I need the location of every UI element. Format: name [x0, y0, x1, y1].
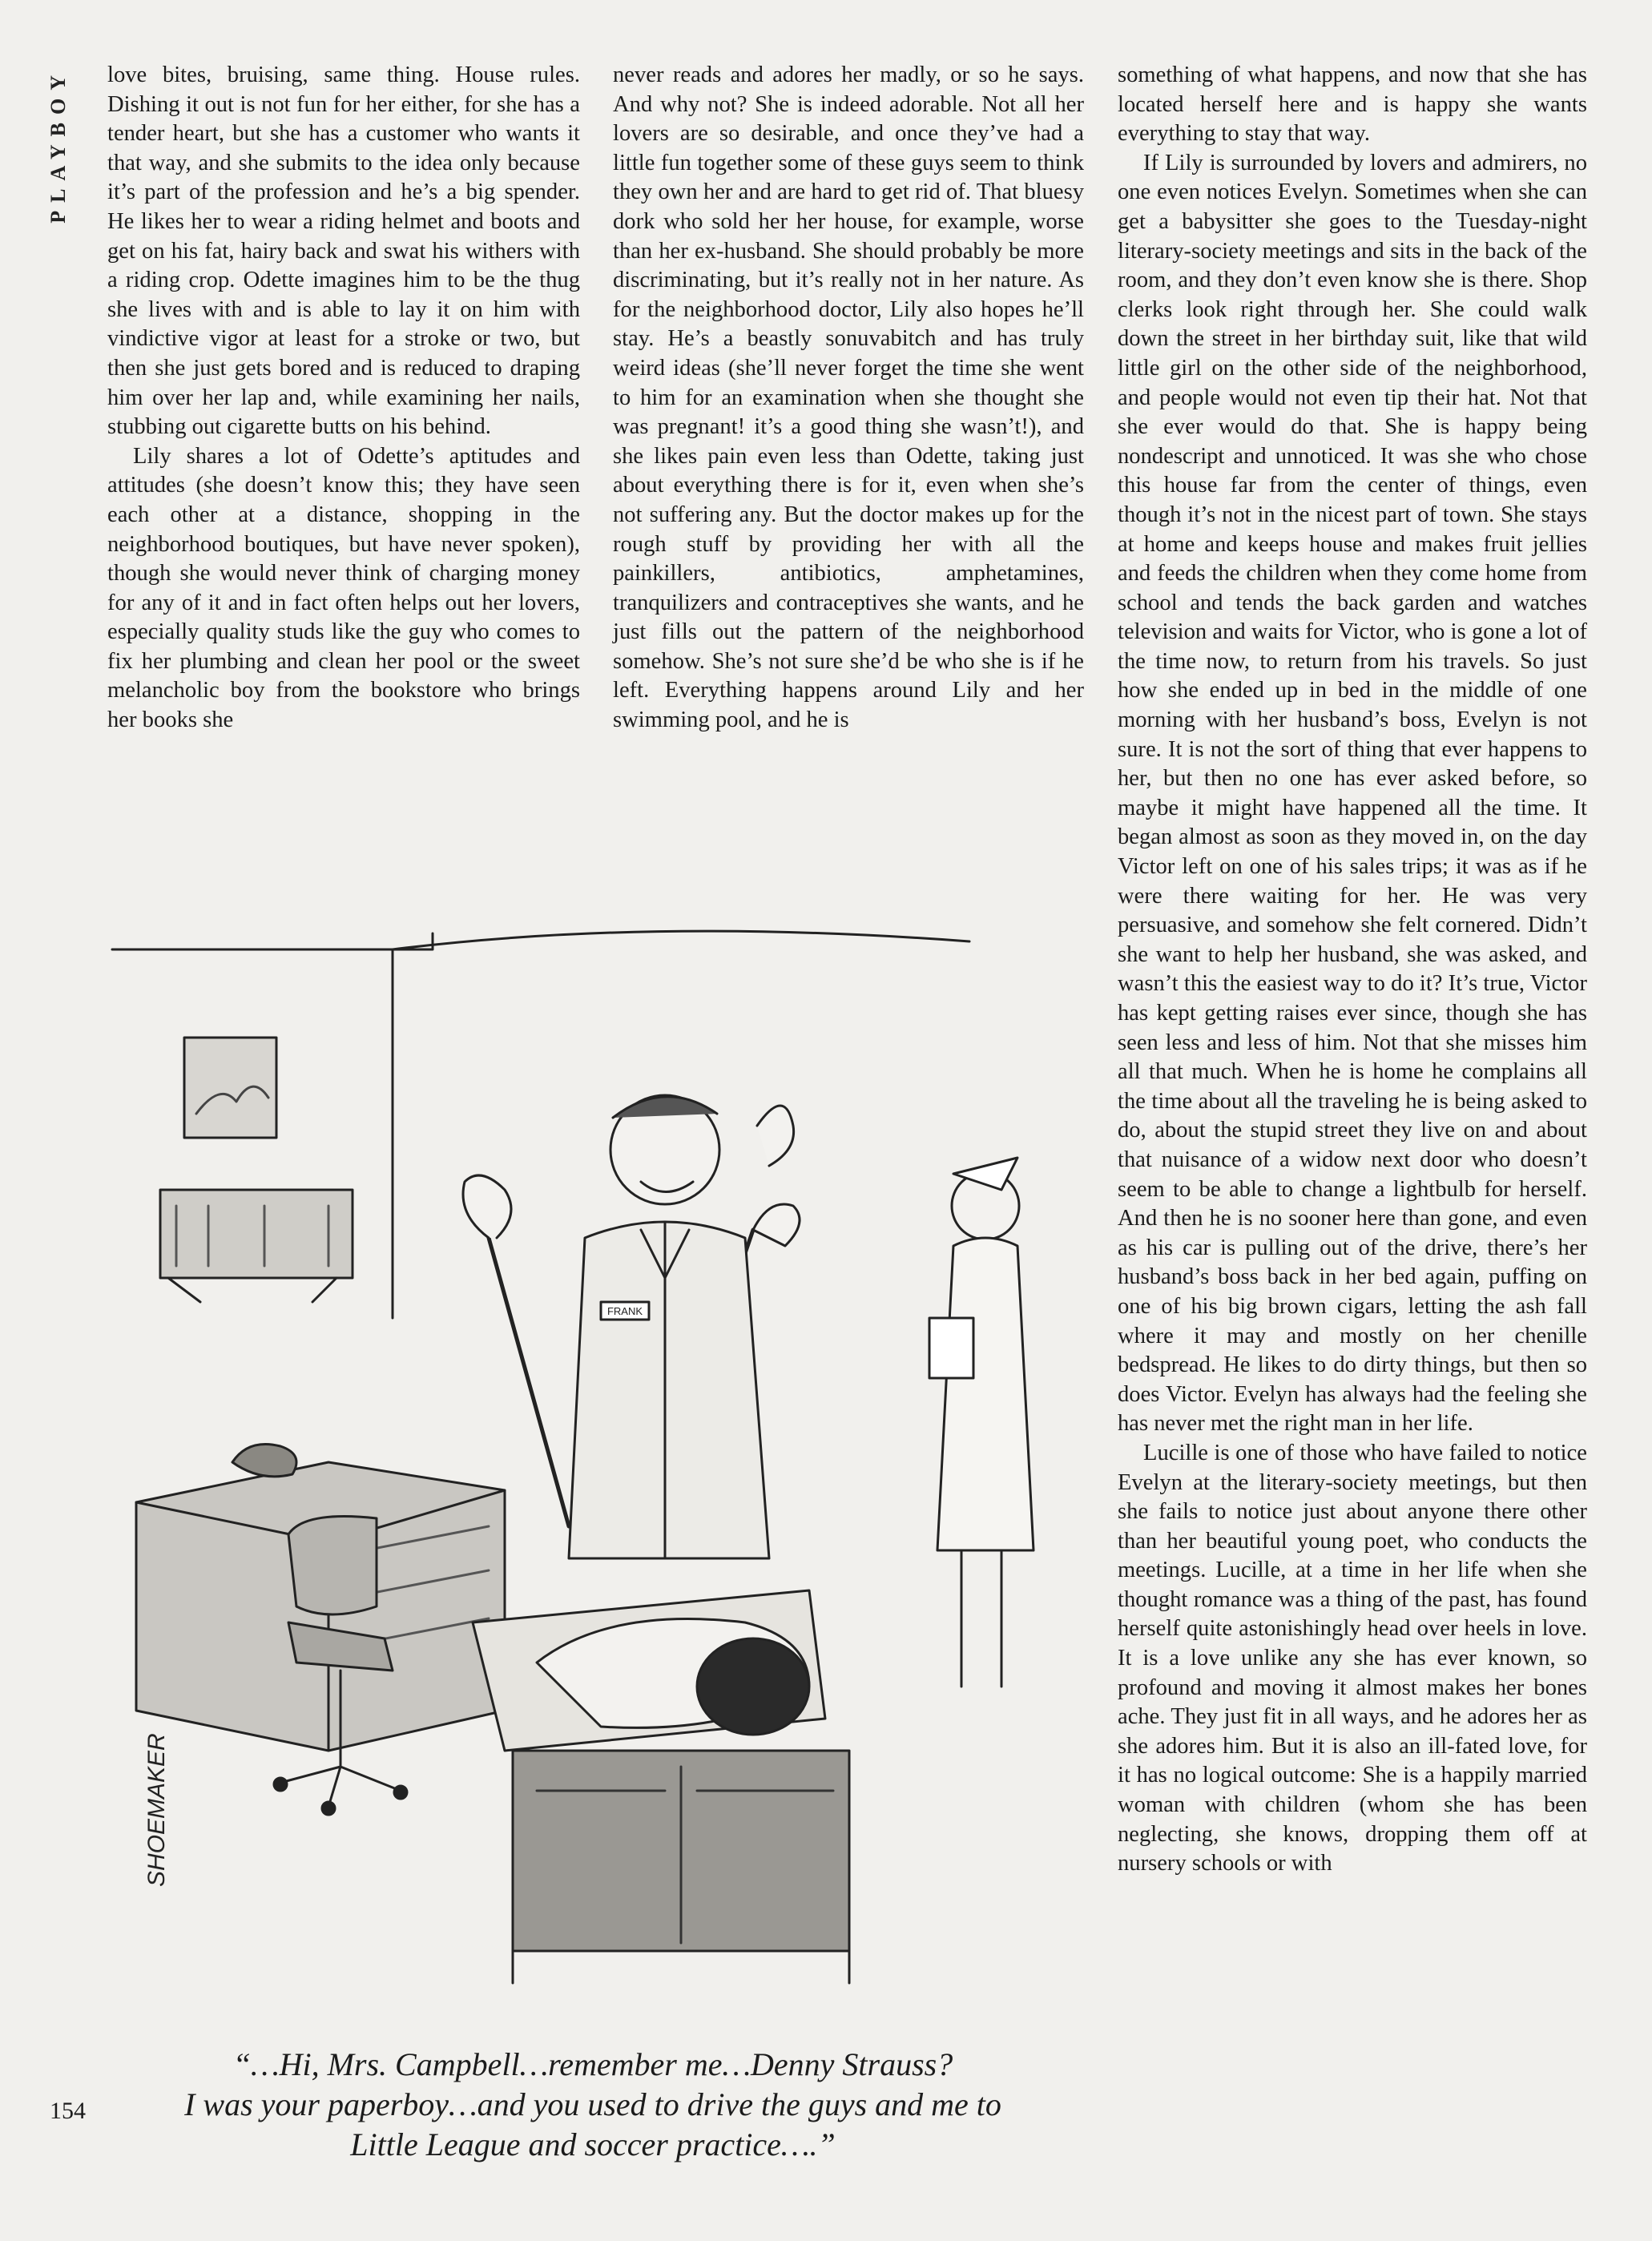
page-number: 154 [50, 2098, 86, 2124]
patient-foot-right [753, 1204, 800, 1246]
caption-line-1: “…Hi, Mrs. Campbell…remember me…Denny Strauss? [232, 2046, 953, 2082]
framed-picture [184, 1038, 276, 1138]
nurse-uniform [937, 1238, 1034, 1550]
text-column-3 [1118, 61, 1587, 1879]
text-column-1 [107, 61, 580, 736]
artist-signature: SHOEMAKER [143, 1733, 170, 1887]
telephone [232, 1445, 296, 1477]
caption-line-2: I was your paperboy…and you used to drive the guys and me to [184, 2086, 1001, 2122]
wall-top [393, 931, 969, 949]
paragraph: love bites, bruising, same thing. House rules. Dishing it out is not fun for her either, for she has a tender heart, but she has a customer who wants it that way, and she submits to the idea only because it’s part of the profession and he’s a big spender. He likes her to wear a riding helmet and boots and get on his fat, hairy back and swat his withers with a riding crop. Odette imagines him to be the thug she lives with and is able to lay it on him with vindictive vigor at least for a stroke or two, but then she just gets bored and is reduced to draping him over her lap and, while examining her nails, stubbing out cigarette butts on his behind. [107, 62, 580, 440]
running-head: PLAYBOY [46, 67, 70, 224]
wall-line [112, 933, 433, 949]
paragraph: Lily shares a lot of Odette’s aptitudes and attitudes (she doesn’t know this; they have seen each other at a distance, shopping in the neighborhood boutiques, but have never spoken), though she would never think of charging money for any of it and in fact often helps out her lovers, especially quality studs like the guy who comes to fix her plumbing and clean her pool or the sweet melancholic boy from the bookstore who brings her books she [107, 443, 580, 733]
text-column-2 [613, 61, 1084, 736]
patient-head [697, 1638, 809, 1735]
patient-foot-left [463, 1175, 511, 1238]
caption-line-3: Little League and soccer practice….” [350, 2126, 836, 2162]
paragraph: If Lily is surrounded by lovers and admirers, no one even notices Evelyn. Sometimes when she can get a babysitter she goes to the Tuesday-night literary-society meetings and sits in the back of the room, and they don’t even know she is there. Shop clerks look right through her. She could walk down the street in her birthday suit, like that wild little girl on the other side of the neighborhood, and people would not even tip their hat. Not that she ever would do that. She is happy being nondescript and unnoticed. It was she who chose this house far from the center of things, even though it’s not in the nicest part of town. She stays at home and keeps house and makes fruit jellies and feeds the children when they come home from school and tends the back garden and watches television and waits for Victor, who is gone a lot of the time now, to return from his travels. So just how she ended up in bed in the middle of one morning with her husband’s boss, Evelyn is not sure. It is not the sort of thing that ever happens to her, but then no one has ever asked before, so maybe it might have happened all the time. It began almost as soon as they moved in, on the day Victor left on one of his sales trips; it was as if he were there waiting for her. He was very persuasive, and somehow she felt cornered. Didn’t she want to help her husband, she was asked, and wasn’t this the easiest way to do it? It’s true, Victor has kept getting raises ever since, though she has seen less and less of him. Not that she misses him all that much. When he is home he complains all the time about all the traveling he is being asked to do, about the stupid street they live on and about that nuisance of a widow next door who doesn’t seem to be able to change a lightbulb for herself. And then he is no sooner here than gone, and even as his car is pulling out of the drive, there’s her husband’s boss back in her bed again, puffing on one of his big brown cigars, letting the ash fall where it may and mostly on her chenille bedspread. He likes to do dirty things, but then so does Victor. Evelyn has always had the feeling she has never met the right man in her life. [1118, 150, 1587, 1437]
wall-shelf [160, 1190, 353, 1278]
cartoon-caption [120, 2045, 1066, 2165]
paragraph: never reads and adores her madly, or so he says. And why not? She is indeed adorable. Not all her lovers are so desirable, and once they’ve had a little fun together some of these guys seem to think they own her and are hard to get rid of. That bluesy dork who sold her her house, for example, worse than her ex-husband. She should probably be more discriminating, but it’s really not in her nature. As for the neighborhood doctor, Lily also hopes he’ll stay. He’s a beastly sonuvabitch and has truly weird ideas (she’ll never forget the time she went to him for an examination when she thought she was pregnant! it’s a good thing she wasn’t!), and she likes pain even less than Odette, taking just about everything there is for it, even when she’s not suffering any. But the doctor makes up for the rough stuff by providing her with all the painkillers, antibiotics, amphetamines, tranquilizers and contraceptives she wants, and he just fills out the pattern of the neighborhood somehow. She’s not sure she’d be who she is if he left. Everything happens around Lily and her swimming pool, and he is [613, 62, 1084, 733]
cartoon-illustration [88, 901, 1114, 1999]
paragraph: Lucille is one of those who have failed to notice Evelyn at the literary-society meetings, but then she fails to notice just about anyone there other than her beautiful young poet, who conducts the meetings. Lucille, at a time in her life when she thought romance was a thing of the past, has found herself quite astonishingly head over heels in love. It is a love unlike any she has ever known, so profound and moving it almost makes her bones ache. They just fit in all ways, and he adores her as she adores him. But it is also an ill-fated love, for it has no logical outcome: She is a happily married woman with children (whom she has been neglecting, she knows, dropping them off at nursery schools or with [1118, 1440, 1587, 1876]
desk-chair [288, 1517, 377, 1615]
svg-text:FRANK: FRANK [606, 1305, 643, 1317]
clipboard [929, 1318, 973, 1378]
paragraph: something of what happens, and now that she has located herself here and is happy she wants everything to stay that way. [1118, 62, 1587, 147]
